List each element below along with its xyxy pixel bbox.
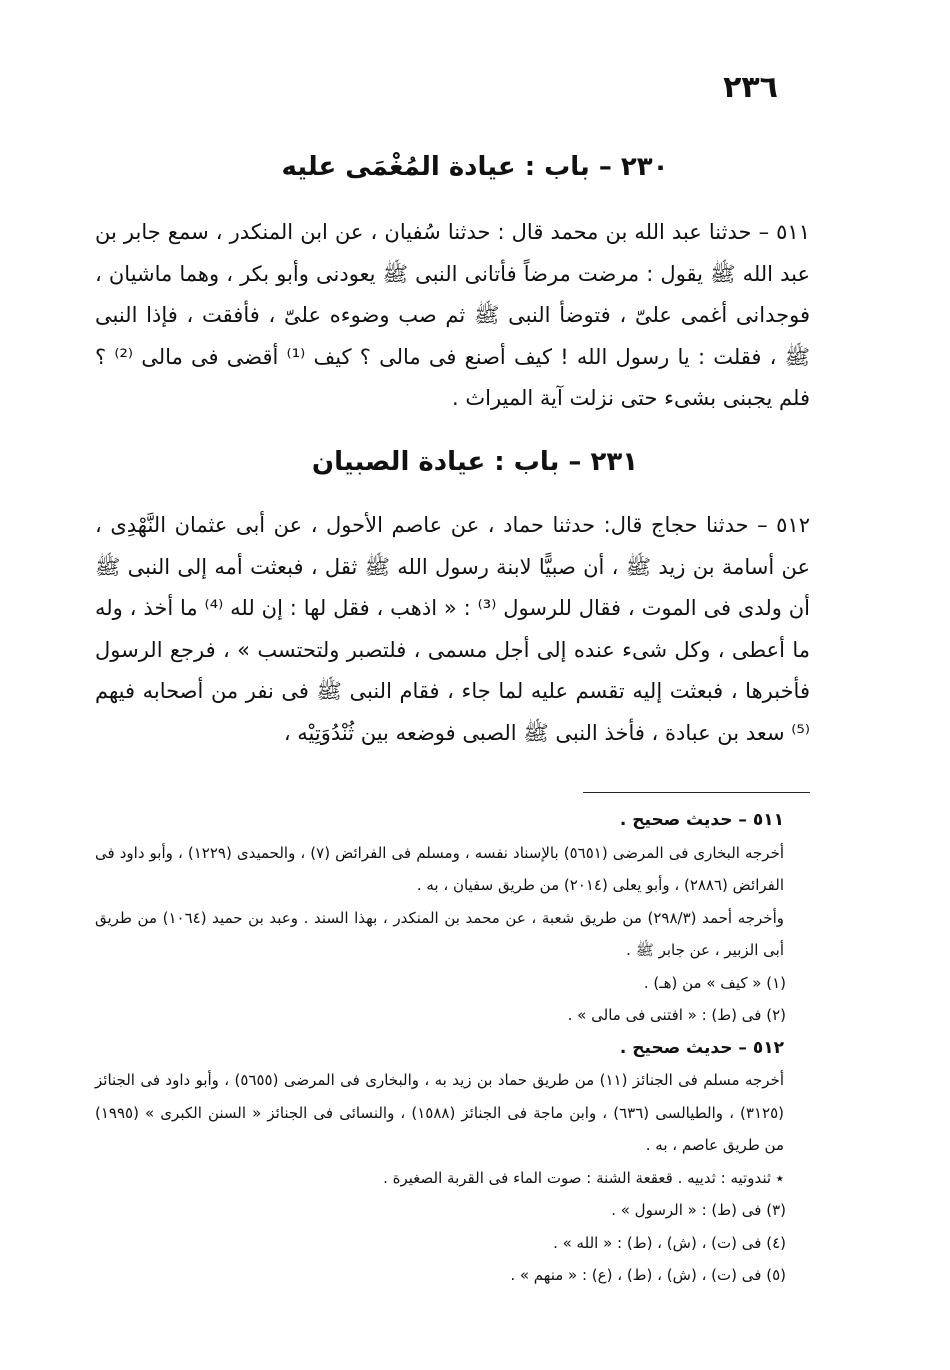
footnotes-block bbox=[95, 804, 810, 1292]
footnote-511-source-1: أخرجه البخارى فى المرضى (٥٦٥١) بالإسناد نفسه ، ومسلم فى الفرائض (٧) ، والحميدى (١٢٢٩) ، وأبو داود فى الفرائض (٢٨٨٦) ، وأبو يعلى (٢٠١٤) من طريق سفيان ، به . bbox=[95, 843, 785, 894]
footnote-511-source-2: وأخرجه أحمد (٢٩٨/٣) من طريق شعبة ، عن محمد بن المنكدر ، بهذا السند . وعبد بن حميد (١٠٦٤) من طريق أبى الزبير ، عن جابر ﷺ . bbox=[95, 908, 784, 959]
footnote-gloss: ٭ ثندوتيه : ثدييه . قعقعة الشنة : صوت الماء فى القربة الصغيرة . bbox=[383, 1168, 784, 1187]
footnote-note-1: (١) « كيف » من (هـ) . bbox=[643, 973, 786, 992]
section-230-title: ٢٣٠ – باب : عيادة المُغْمَى عليه bbox=[281, 152, 669, 182]
footnote-note-2: (٢) فى (ط) : « افتنى فى مالى » . bbox=[567, 1006, 786, 1024]
footnote-divider bbox=[583, 792, 810, 793]
footnote-511-heading: ٥١١ – حديث صحيح . bbox=[619, 810, 784, 830]
hadith-511-text: ٥١١ – حدثنا عبد الله بن محمد قال : حدثنا سُفيان ، عن ابن المنكدر ، سمع جابر بن عبد الله ﷺ يقول : مرضت مرضاً فأتانى النبى ﷺ يعودنى وأبو بكر ، وهما ماشيان ، فوجدانى أغمى علىّ ، فتوضأ النبى ﷺ ثم صب وضوءه علىّ ، فأفقت ، فإذا النبى ﷺ ، فقلت : يا رسول الله ! كيف أصنع فى مالى ؟ كيف ⁽¹⁾ أقضى فى مالى ⁽²⁾ ؟ فلم يجبنى بشىء حتى نزلت آية الميراث . bbox=[95, 220, 810, 410]
hadith-512-text: ٥١٢ – حدثنا حجاج قال: حدثنا حماد ، عن عاصم الأحول ، عن أبى عثمان النَّهْدِى ، عن أسامة بن زيد ﷺ ، أن صبيًّا لابنة رسول الله ﷺ ثقل ، فبعثت أمه إلى النبى ﷺ أن ولدى فى الموت ، فقال للرسول ⁽³⁾ : « اذهب ، فقل لها : إن لله ⁽⁴⁾ ما أخذ ، وله ما أعطى ، وكل شىء عنده إلى أجل مسمى ، فلتصبر ولتحتسب » ، فرجع الرسول فأخبرها ، فبعثت إليه تقسم عليه لما جاء ، فقام النبى ﷺ فى نفر من أصحابه فيهم ⁽⁵⁾ سعد بن عبادة ، فأخذ النبى ﷺ الصبى فوضعه بين ثُنْدُوَتِيْه ، bbox=[95, 513, 810, 745]
footnote-note-3: (٣) فى (ط) : « الرسول » . bbox=[611, 1201, 786, 1219]
page-number: ٢٣٦ bbox=[723, 70, 778, 105]
footnote-note-4: (٤) فى (ت) ، (ش) ، (ط) : « الله » . bbox=[553, 1233, 786, 1252]
footnote-note-5: (٥) فى (ت) ، (ش) ، (ط) ، (ع) : « منهم » . bbox=[510, 1266, 786, 1284]
section-231-title: ٢٣١ – باب : عيادة الصبيان bbox=[311, 447, 639, 477]
footnote-512-heading: ٥١٢ – حديث صحيح . bbox=[619, 1037, 784, 1058]
footnote-512-source-1: أخرجه مسلم فى الجنائز (١١) من طريق حماد بن زيد به ، والبخارى فى المرضى (٥٦٥٥) ، وأبو داود فى الجنائز (٣١٢٥) ، والطيالسى (٦٣٦) ، وابن ماجة فى الجنائز (١٥٨٨) ، والنسائى فى الجنائز « السنن الكبرى » (١٩٩٥) من طريق عاصم ، به . bbox=[95, 1071, 785, 1154]
